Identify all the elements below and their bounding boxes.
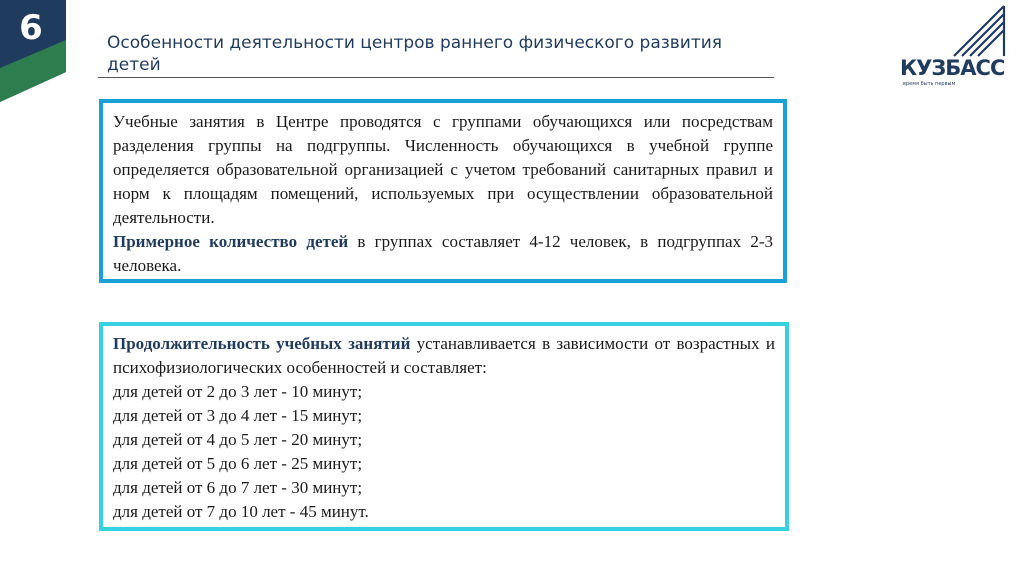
duration-intro-text: устанавливается в зависимости от возрастных и психофизиологических особенностей и составляет: (113, 334, 775, 377)
logo-tagline: время быть первым (903, 81, 956, 87)
duration-item: для детей от 3 до 4 лет - 15 минут; (113, 406, 363, 425)
duration-highlight: Продолжительность учебных занятий (113, 334, 411, 353)
group-size-highlight: Примерное количество детей (113, 232, 349, 251)
duration-item: для детей от 2 до 3 лет - 10 минут; (113, 382, 363, 401)
page-title: Особенности деятельности центров раннего физического развития детей (107, 33, 723, 75)
duration-intro (113, 332, 775, 380)
group-size-info-box (99, 99, 787, 283)
duration-item: для детей от 7 до 10 лет - 45 минут. (113, 502, 369, 521)
group-info-paragraph: Учебные занятия в Центре проводятся с группами обучающихся или посредствам разделения группы на подгруппы. Численность обучающихся в учебной группе определяется образовательной организацией с учетом требований санитарных правил и норм к площадям помещений, используемых при осуществлении образовательной деятельности. (113, 112, 773, 227)
title-divider (98, 77, 774, 78)
duration-item: для детей от 5 до 6 лет - 25 минут; (113, 454, 363, 473)
group-size-paragraph (113, 230, 773, 278)
lesson-duration-info-box (99, 322, 789, 531)
group-size-text: в группах составляет 4-12 человек, в подгруппах 2-3 человека. (113, 232, 773, 275)
duration-item: для детей от 6 до 7 лет - 30 минут; (113, 478, 363, 497)
logo-wordmark: КУЗБАСС (900, 56, 1005, 80)
slide-number: 6 (19, 8, 43, 48)
duration-item: для детей от 4 до 5 лет - 20 минут; (113, 430, 363, 449)
